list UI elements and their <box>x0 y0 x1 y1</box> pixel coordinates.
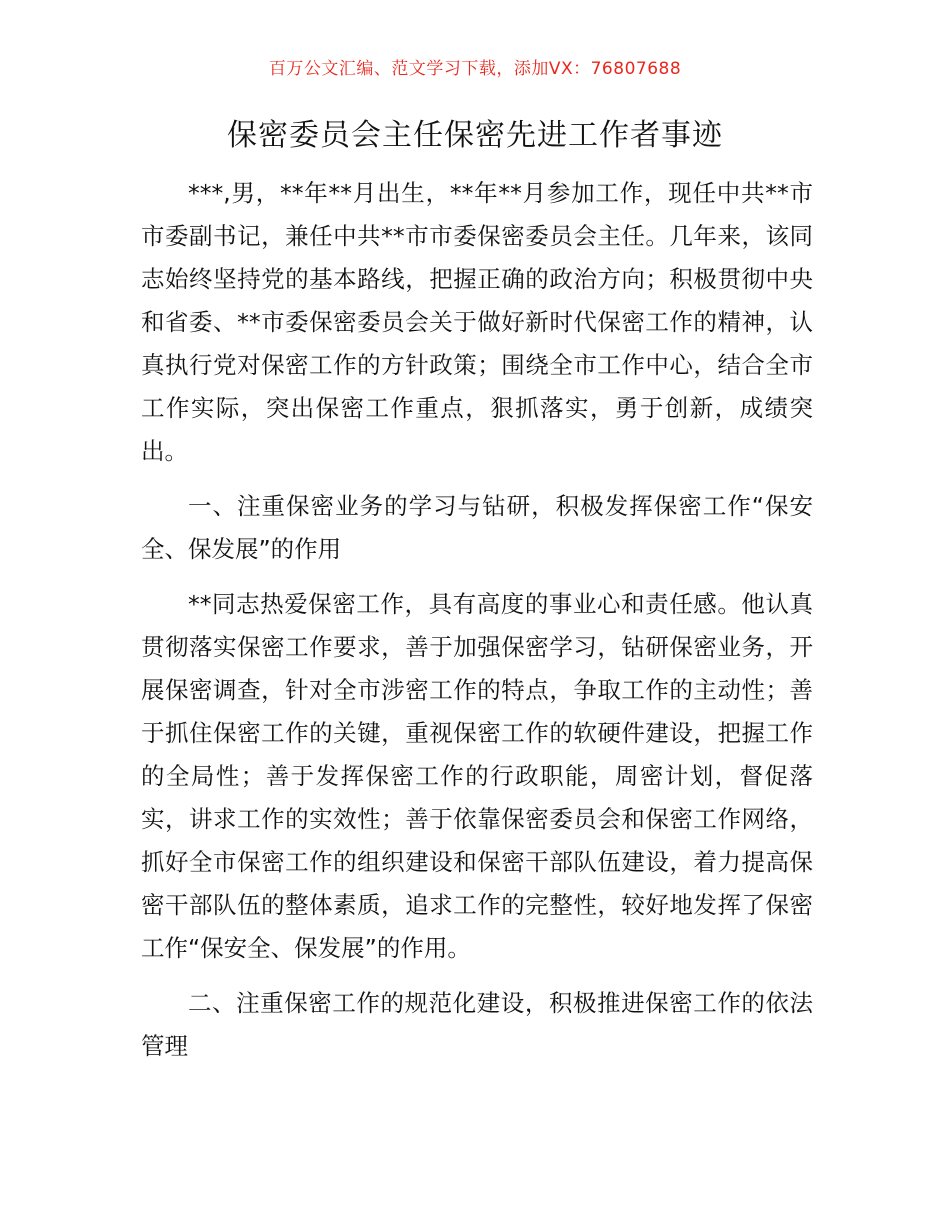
section-heading-2: 二、注重保密工作的规范化建设，积极推进保密工作的依法管理 <box>141 989 813 1060</box>
document-body <box>141 172 813 1068</box>
header-watermark-note: 百万公文汇编、范文学习下载，添加VX：76807688 <box>268 59 682 79</box>
document-title: 保密委员会主任保密先进工作者事迹 <box>227 118 723 153</box>
paragraph-section-1: **同志热爱保密工作，具有高度的事业心和责任感。他认真贯彻落实保密工作要求，善于加强保密学习，钻研保密业务，开展保密调查，针对全市涉密工作的特点，争取工作的主动性；善于抓住保密工作的关键，重视保密工作的软硬件建设，把握工作的全局性；善于发挥保密工作的行政职能，周密计划，督促落实，讲求工作的实效性；善于依靠保密委员会和保密工作网络，抓好全市保密工作的组织建设和保密干部队伍建设，着力提高保密干部队伍的整体素质，追求工作的完整性，较好地发挥了保密工作“保安全、保发展”的作用。 <box>141 590 813 962</box>
paragraph-intro: ***,男，**年**月出生，**年**月参加工作，现任中共**市市委副书记，兼任中共**市市委保密委员会主任。几年来，该同志始终坚持党的基本路线，把握正确的政治方向；积极贯彻中央和省委、**市委保密委员会关于做好新时代保密工作的精神，认真执行党对保密工作的方针政策；围绕全市工作中心，结合全市工作实际，突出保密工作重点，狠抓落实，勇于创新，成绩突出。 <box>141 179 813 465</box>
section-heading-1: 一、注重保密业务的学习与钻研，积极发挥保密工作“保安全、保发展”的作用 <box>141 492 813 563</box>
